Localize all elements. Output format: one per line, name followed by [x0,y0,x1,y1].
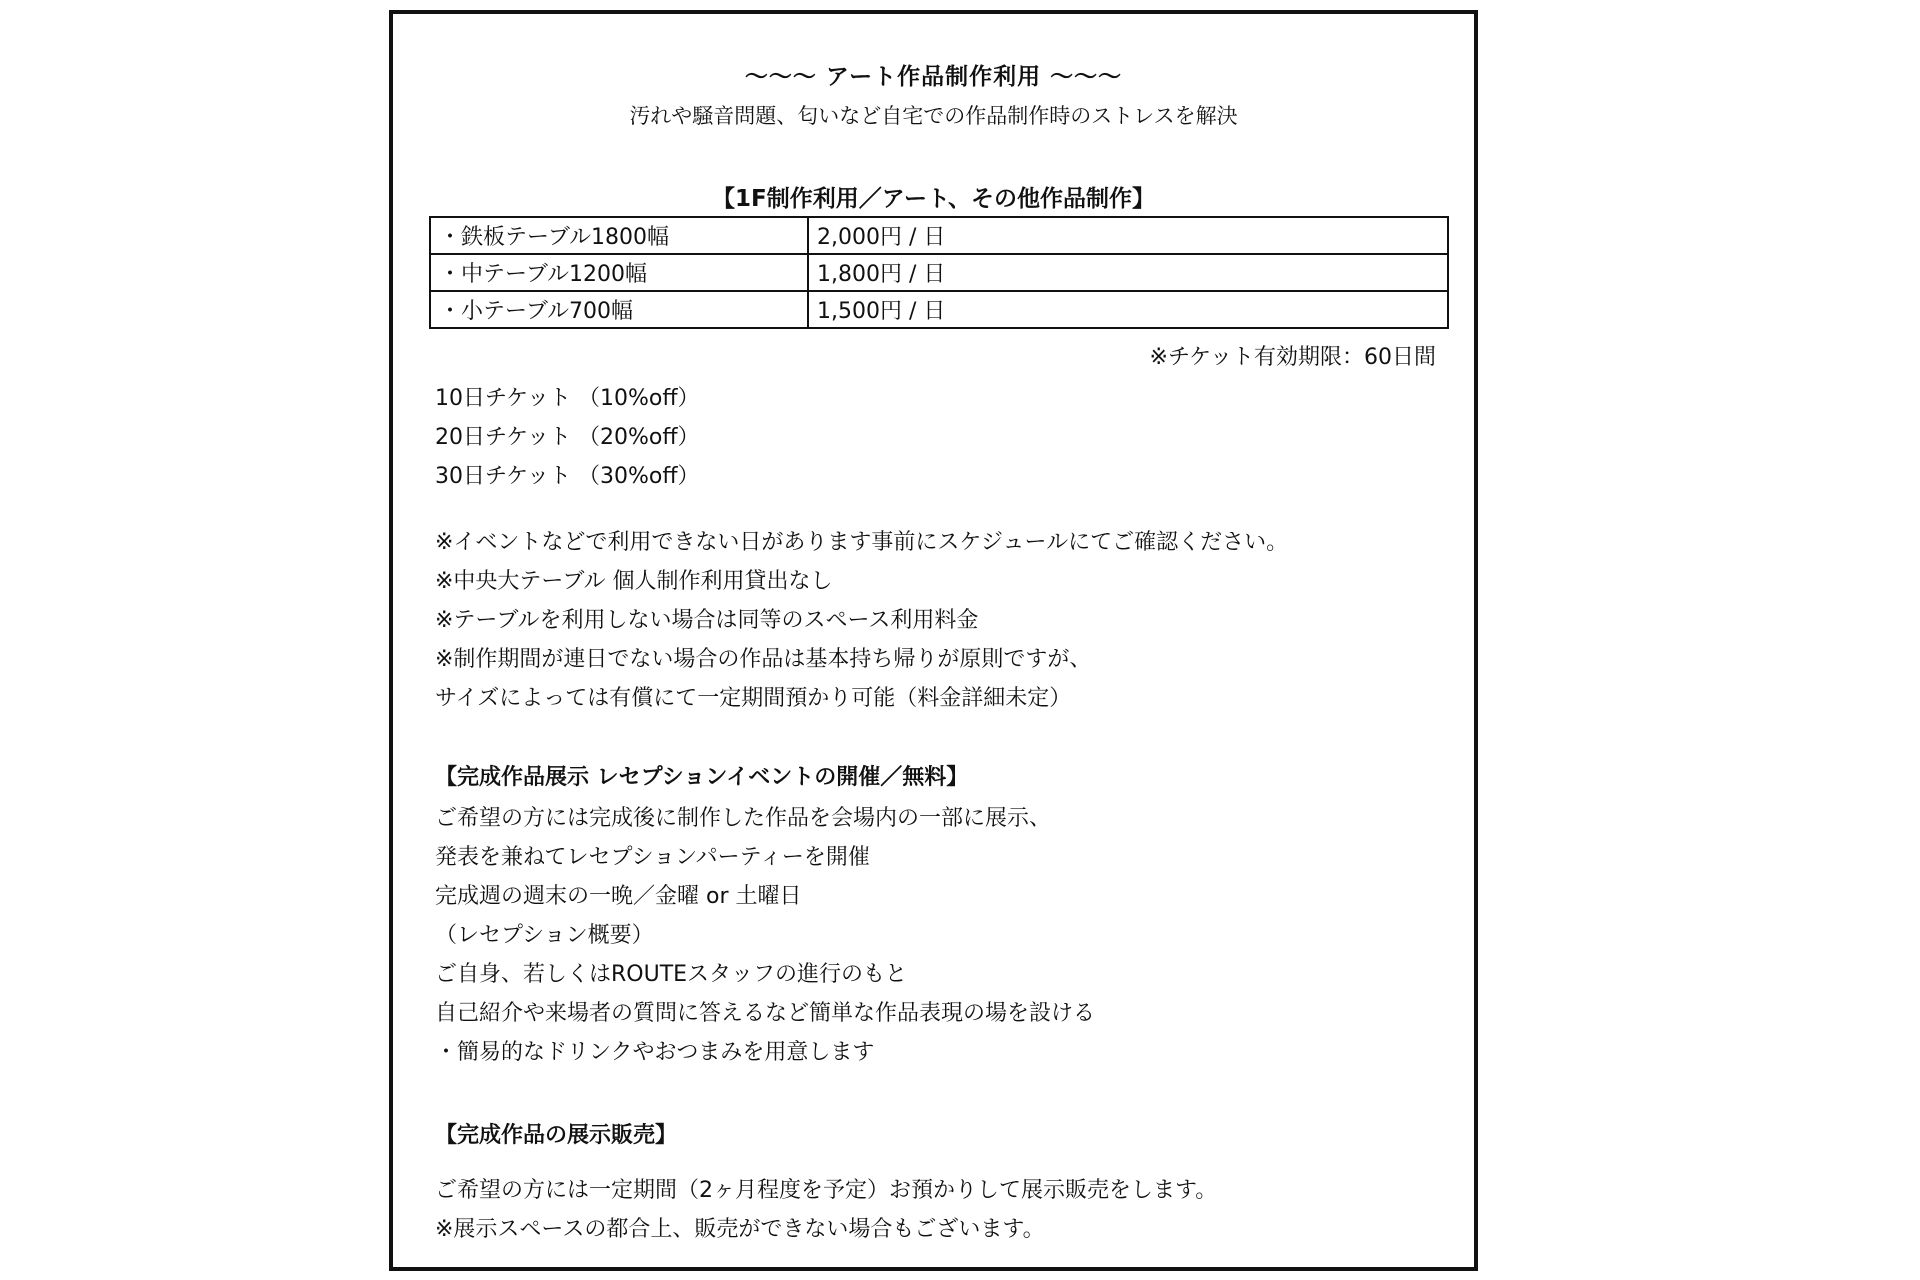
reception-description [435,799,1095,1072]
text-line: ご希望の方には一定期間（2ヶ月程度を予定）お預かりして展示販売をします。 [435,1178,1218,1203]
text-line: ご希望の方には完成後に制作した作品を会場内の一部に展示、 [435,806,1052,831]
text-line: 発表を兼ねてレセプションパーティーを開催 [435,845,870,870]
table-name-cell: ・小テーブル700幅 [430,291,808,328]
list-item: 10日チケット （10%off） [435,386,700,411]
text-line: ご自身、若しくはROUTEスタッフの進行のもと [435,962,908,987]
section-heading-sales: 【完成作品の展示販売】 [435,1123,678,1148]
table-row [430,217,1448,254]
text-line: 自己紹介や来場者の質問に答えるなど簡単な作品表現の場を設ける [435,1001,1096,1026]
text-line: （レセプション概要） [435,923,654,948]
section-heading-reception: 【完成作品展示 レセプションイベントの開催／無料】 [435,765,969,790]
table-name-cell: ・中テーブル1200幅 [430,254,808,291]
list-item: 20日チケット （20%off） [435,425,700,450]
note-line: ※イベントなどで利用できない日があります事前にスケジュールにてご確認ください。 [435,530,1289,555]
table-price-cell: 1,800円 / 日 [808,254,1448,291]
table-name-cell: ・鉄板テーブル1800幅 [430,217,808,254]
table-row [430,291,1448,328]
note-line: サイズによっては有償にて一定期間預かり可能（料金詳細未定） [435,686,1072,711]
note-line: ※テーブルを利用しない場合は同等のスペース利用料金 [435,608,979,633]
text-line: ・簡易的なドリンクやおつまみを用意します [435,1040,875,1065]
list-item: 30日チケット （30%off） [435,464,700,489]
page-title: 〜〜〜 アート作品制作利用 〜〜〜 [744,64,1123,90]
usage-notes [435,523,1288,718]
note-line: ※制作期間が連日でない場合の作品は基本持ち帰りが原則ですが、 [435,647,1092,672]
price-table [429,216,1449,329]
table-price-cell: 2,000円 / 日 [808,217,1448,254]
sales-description [435,1171,1217,1249]
ticket-list [435,379,700,496]
text-line: 完成週の週末の一晩／金曜 or 土曜日 [435,884,802,909]
document-frame [389,10,1478,1271]
page-subtitle: 汚れや騒音問題、匂いなど自宅での作品制作時のストレスを解決 [629,104,1238,128]
text-line: ※展示スペースの都合上、販売ができない場合もございます。 [435,1217,1045,1242]
ticket-validity-note: ※チケット有効期限：60日間 [1149,345,1436,370]
section-heading-production: 【1F制作利用／アート、その他作品制作】 [712,186,1155,212]
table-price-cell: 1,500円 / 日 [808,291,1448,328]
table-row [430,254,1448,291]
note-line: ※中央大テーブル 個人制作利用貸出なし [435,569,833,594]
